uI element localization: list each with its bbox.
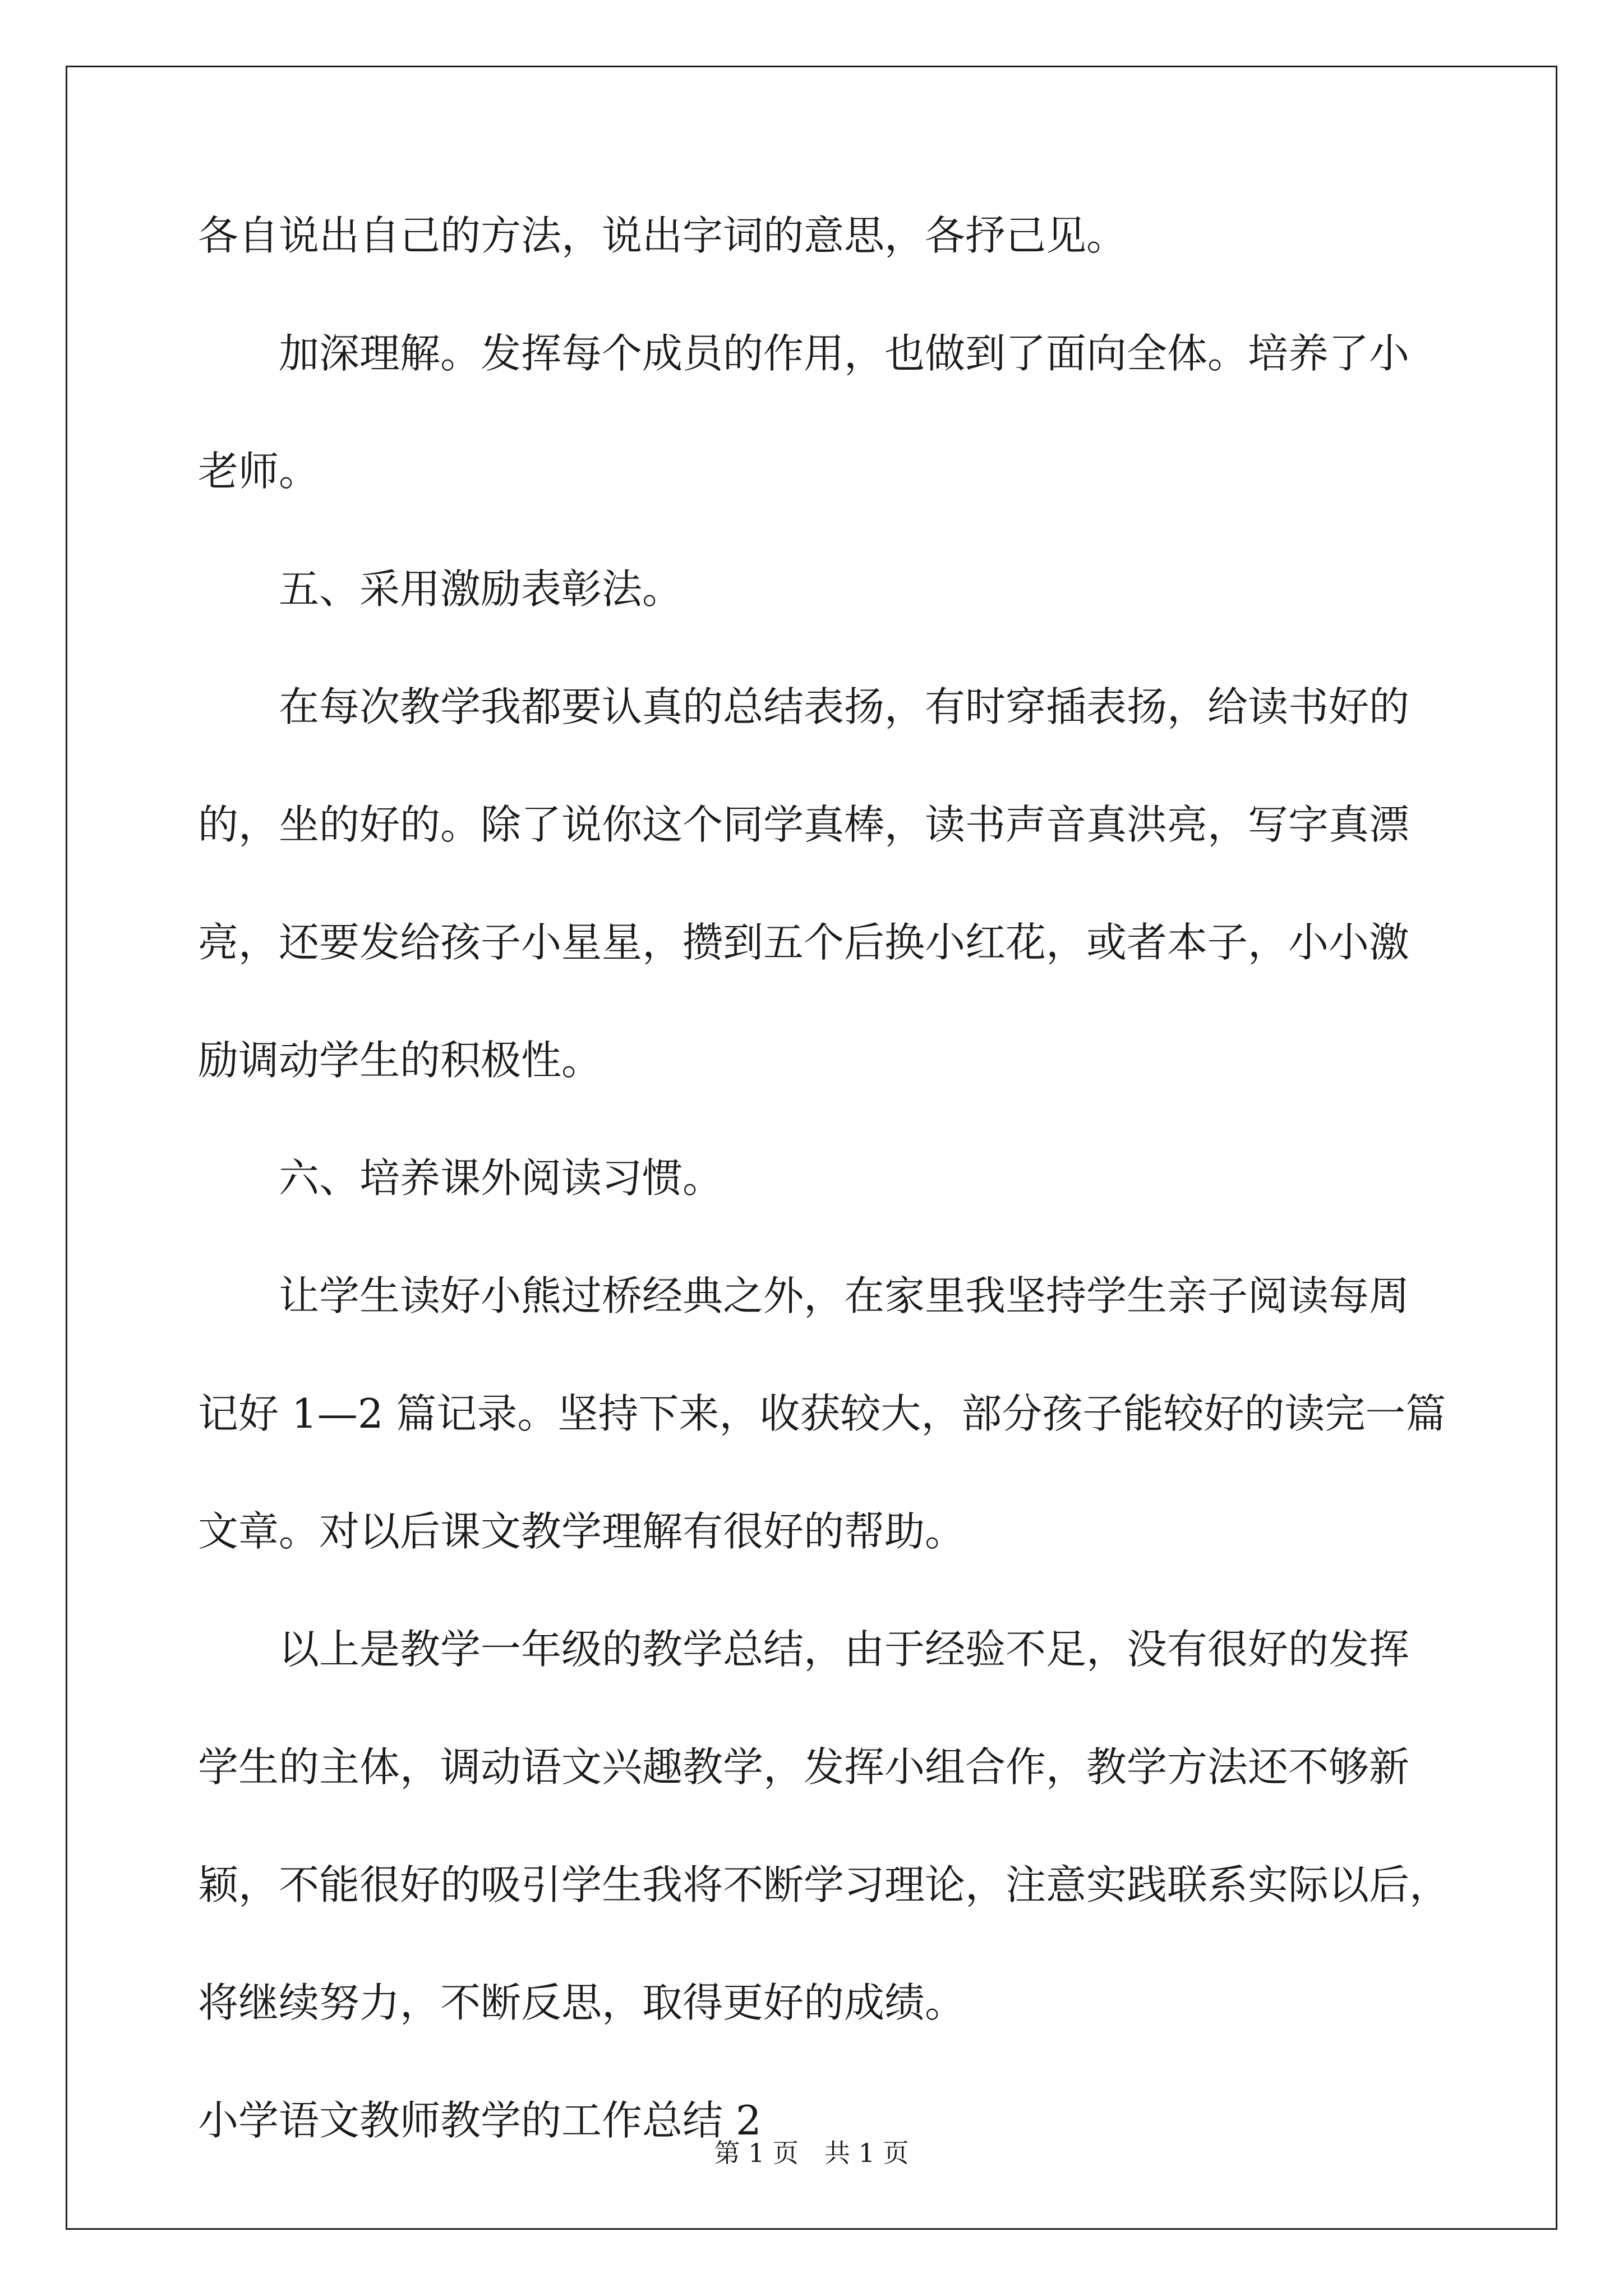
text-line: 亮，还要发给孩子小星星，攒到五个后换小红花，或者本子，小小激 — [198, 919, 1410, 966]
page-number-footer: 第 1 页 共 1 页 — [714, 2138, 909, 2168]
text-line: 将继续努力，不断反思，取得更好的成绩。 — [198, 1979, 966, 2026]
text-line: 加深理解。发挥每个成员的作用，也做到了面向全体。培养了小 — [198, 330, 1410, 377]
text-line: 在每次教学我都要认真的总结表扬，有时穿插表扬，给读书好的 — [198, 683, 1410, 730]
text-line: 文章。对以后课文教学理解有很好的帮助。 — [198, 1508, 966, 1555]
text-line: 让学生读好小熊过桥经典之外，在家里我坚持学生亲子阅读每周 — [198, 1272, 1410, 1319]
document-title: 小学语文教师教学的工作总结 2 — [198, 2097, 762, 2144]
text-line: 记好 1—2 篇记录。坚持下来，收获较大，部分孩子能较好的读完一篇 — [198, 1390, 1446, 1437]
text-line: 各自说出自己的方法，说出字词的意思，各抒己见。 — [198, 212, 1127, 259]
text-line: 励调动学生的积极性。 — [198, 1037, 602, 1084]
section-heading: 六、培养课外阅读习惯。 — [198, 1154, 723, 1202]
text-line: 以上是教学一年级的教学总结，由于经验不足，没有很好的发挥 — [198, 1626, 1410, 1673]
text-line: 老师。 — [198, 448, 320, 495]
text-line: 学生的主体，调动语文兴趣教学，发挥小组合作，教学方法还不够新 — [198, 1743, 1410, 1791]
text-line: 颖，不能很好的吸引学生我将不断学习理论，注意实践联系实际以后， — [198, 1861, 1450, 1908]
section-heading: 五、采用激励表彰法。 — [198, 565, 683, 613]
document-body — [198, 208, 1450, 2148]
text-line: 的，坐的好的。除了说你这个同学真棒，读书声音真洪亮，写字真漂 — [198, 801, 1410, 848]
